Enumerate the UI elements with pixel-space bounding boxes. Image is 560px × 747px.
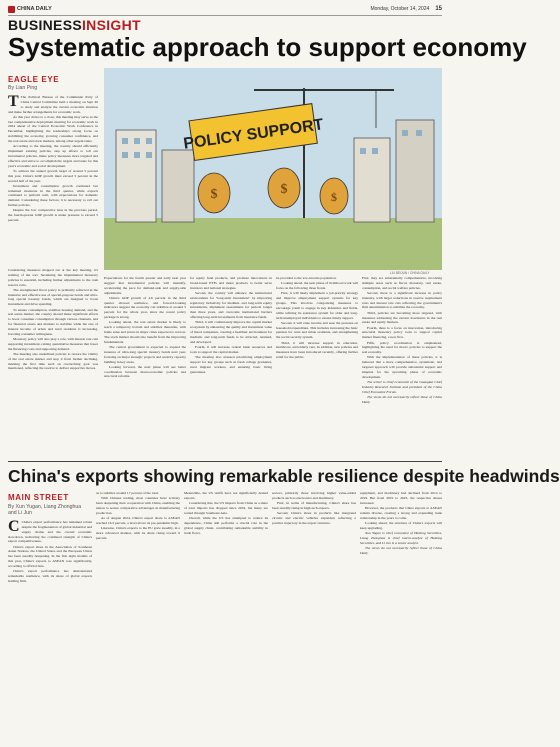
article2-col1-para: C China's export performance has remained robust despite the fragmentation of global industrial and supply chains and the overall economic slowdown, indicating the continued strength of China's export competitiveness. [8,518,92,544]
article1-col4-para: The meeting also stressed prioritizing employment support for key groups such as fresh college graduates, rural migrant workers, and ensuring basic living guarantees. [190,355,272,374]
issue-date: Monday, October 14, 2024 [370,6,430,12]
article2-col3-para: Overall, while the US has attempted to reduce its dependence, China still performs a crucial role in the global supply chain, contributing remarkable stability in trade flows. [184,516,268,535]
article2-disclaimer: The views do not necessarily reflect those of China Daily. [360,545,442,555]
article1-col1-para: According to the meeting, the country should efficiently implement existing policies, step up efforts to roll out incremental policies, make policy measures more targeted and effective and strive to accomplish the targets and tasks for this year's economic and social development. [8,144,98,168]
drop-cap: T [8,93,19,110]
article2-column-2 [96,491,180,742]
article1-col5-para: First, it will likely implement a job-priority strategy and improve employment support systems for key groups. This involves categorizing measures to encourage youth to engage in key industries and fields, while refining its assistance system for older and long-term unemployed individuals to ensure timely support. [276,291,358,320]
paper-name: CHINA DAILY [17,6,52,12]
article1-col5-para: be provided to the low-income population. [276,276,337,280]
article1-col1-para: Investment and consumption growth continued but remained moderate in the third quarter, while exports continued to perform well, with expectations for domestic demand. Considering these factors, it is necessary to roll out further policies. [8,183,98,208]
article2-column-4 [272,491,356,742]
article1-col6-para: Fourth, there is a focus on innovation, introducing structural monetary policy tools to support capital market financing, a new first. [362,325,442,340]
china-daily-logo-icon [8,6,15,13]
section-title [8,17,141,33]
masthead-rule [8,15,442,16]
article1-col5-para: Looking ahead, the next phase of livelihood work will focus on the following three fronts. [276,281,358,291]
article2-column-1 [8,520,92,742]
article1-column-6 [362,276,442,458]
article1-col6-para: First, they are substantially comprehensive, involving multiple areas such as fiscal, monetary, real estate, consumption, and social welfare policies. [362,276,442,290]
article2-col4-para: First, in terms of manufacturing, China's share has been steadily rising in high-tech exports. [272,501,356,510]
article1-col4-para: Fourth, it will increase central bank resources and tools to support the capital market. [190,344,272,354]
cartoon-credit: LIU BEIJUN / CHINA DAILY [390,271,430,275]
policy-support-cartoon [104,68,442,270]
svg-text:$: $ [280,182,288,197]
article1-col6-para: Second, there is a significant increase in policy intensity, with larger reductions in reserve requirement ratio and interest rate cuts reflecting the government's firm determination to stabilize the economy. [362,290,442,310]
china-daily-logo [8,6,52,13]
article1-col4-para: for equity fund products, and promote innovations in broad-based ETFs and index products to better serve investors and national strategies. [190,276,272,290]
article2-col5-para: Looking ahead, the structure of China's exports will keep upgrading. [360,520,442,530]
page-number: 15 [435,6,442,12]
drop-cap: C [8,518,20,535]
article1-col6-para: Third, policies are becoming more targeted, with measures addressing the current downturns in the real estate and equity markets. [362,310,442,325]
article1-column-4 [190,276,272,458]
article2-col2-para: With Chinese trading, most countries have actively been deepening their cooperation with China, enabling the nation to secure comparative advantages in manufacturing production. [96,496,180,515]
article1-column-name: EAGLE EYE [8,75,60,84]
article1-author-bio: The writer is chief economist of the Guangkai Chief Industry Research Institute and president of the China Chief Economist Forum. [362,380,442,394]
article2-col1-para: China's export share in the Association of Southeast Asian Nations, the United States and the European Union has been steadily deepening. In the first eight months of this year, China's exports to ASEAN rose significantly, according to official data. [8,544,92,568]
article1-col2-para: To ensure consumption, stabilize housing demand, and the real estate market, the country should make significant efforts to boost consumer consumption through various channels, and for financial assets and markets to stabilize while the rate of interest income of urban and rural residents is increasing, boosting consumer willingness. [8,307,98,336]
article2-column-5 [360,491,442,742]
article2-col2-para: As of August 2024, China's export share to ASEAN reached 16.5 percent, a level above its pre-pandemic high. [96,516,180,525]
section-title-insight: INSIGHT [81,17,141,33]
article2-col4-para: sectors, primarily those involving higher value-added products such as electronics and machinery. [272,491,356,500]
article1-col3-para: Looking ahead, the real estate market is likely to reach a temporary bottom and stabilize thereafter, with home sales and prices in major cities expected to narrow. The stock market should also benefit from the improving fundamentals. [104,320,186,344]
section-title-business: BUSINESS [8,17,82,33]
article1-disclaimer: The views do not necessarily reflect those of China Daily. [362,394,442,404]
cartoon-illustration [104,68,442,270]
article1-col2-para: Monetary policy will also play a role, with interest rate cuts supporting investment, raising quantitative measures that lower the financing costs and supporting demand. [8,336,98,351]
article1-col2-para: The strengthened fiscal policy is primarily reflected in the intensive and effective use of special-purpose bonds and ultra-long special treasury bonds, which are designed to boost investment and drive spending. [8,287,98,307]
article2-col2-para: Likewise, China's exports to the EU grew steadily, in a more advanced manner, with its share rising toward 6 percent. [96,526,180,540]
article2-col5-para: equipment, and machinery had declined from 2014 to 2019. But from 2019 to 2023, the respective shares increased. [360,491,442,505]
article1-col3-para: Expectations for the fourth quarter and early next year suggest that incremental policies will intensify, accelerating the pace for demand-side and supply-side adjustments. [104,276,186,295]
article1-headline: Systematic approach to support economy [8,32,527,62]
article2-column-name: MAIN STREET [8,493,69,502]
article2-headline: China's exports showing remarkable resilience despite headwinds [8,466,560,486]
article1-col4-para: Second, the country will enhance the institutional environment for "long-term investment" by improving regulatory inclusivity for medium- and long-term equity investments, implement assessments for periods longer than three years, and overcome institutional barriers affecting long-term investments from insurance funds. [190,290,272,320]
article2-col3-para: Considering this, the US imports from China as a share of total imports has dropped since 2019, but many are routed through Southeast Asia. [184,501,268,515]
article1-col6-para: Fifth, policy coordination is emphasized, highlighting the need for macro policies to support the real economy. [362,340,442,355]
article1-column-3 [104,276,186,458]
article1-column-5 [276,276,358,458]
article1-col3-para: China's GDP growth of 4.6 percent in the third quarter showed resilience, and forward-looking indicators suggest the economy can stabilize at around 5 percent for the whole year, since the recent policy package is strong. [104,295,186,320]
svg-text:$: $ [210,187,218,202]
article1-col1-para: As this year draws to a close, this meeting may serve as the last comprehensive deployment meeting for economic work in 2024 ahead of the Central Economic Work Conference in December, highlighting the leadership's strong focus on stabilizing the economy, growing consumer confidence, and the real estate and stock markets, among other urgent tasks. [8,114,98,143]
article1-col4-para: Third, it will continuously improve the capital market ecosystem by enhancing the quality and investment value of listed companies, creating a healthier environment for medium- and long-term funds to be attracted, retained, and developed. [190,320,272,344]
article1-col3-para: The central government is expected to expand the issuance of ultra-long special treasury bonds next year, focusing on major strategic projects and security capacity building in key areas. [104,344,186,364]
article1-byline: By Lian Ping [8,85,38,91]
article2-col1-para: China's export performance has demonstrated remarkable resilience, with its share of global exports holding firm. [8,569,92,583]
article2-column-3 [184,491,268,742]
article1-col2-para: The meeting also underlined policies to restore the vitality of the real estate market and stop it from further declining, marking the first time such an overarching goal was mentioned, reflecting the resolve to deliver supportive moves. [8,351,98,371]
article2-col2-para: as to stabilize around 17 percent of the total. [96,491,159,495]
article1-col2-para: Considering measures mapped out at the key meeting, it's nothing of the sort. Sustaining the implemented monetary policies is essential, including further adjustments to the cash reserve ratio. [8,268,98,287]
article2-col5-para: However, the products that China exports to ASEAN remain diverse, creating a strong and expanding trade relationship in the years to come. [360,505,442,520]
article1-col1-para: Despite the low comparative base in the previous period, the fourth-quarter GDP growth is under pressure to exceed 5 percent. [8,208,98,223]
article-divider [8,461,442,462]
svg-text:$: $ [331,190,337,204]
article1-col1-para: To achieve the annual growth target of around 5 percent this year, China's GDP growth must exceed 5 percent in the second half of the year. [8,168,98,183]
article2-col4-para: Second, China's share in products like integrated circuits and electric vehicles expanded, reflecting a positive trajectory in the export structure. [272,511,356,525]
article2-byline: By Xun Yugan, Liang Zhonghua and Li Jun [8,504,82,516]
masthead [8,3,442,15]
article1-col3-para: Looking forward, the next phase will see better coordination between macroeconomic policies and structural reforms. [104,364,186,379]
article1-col6-para: With the implementation of these policies, it is believed that a more comprehensive, systematic, and targeted approach will provide substantial support and impetus for the upcoming phase of economic development. [362,355,442,379]
article1-column-1b [8,268,98,458]
article1-col5-para: Third, it will increase support in education, healthcare, and elderly care. In addition, new policies and measures have been introduced recently, offering further relief for the public. [276,340,358,360]
article2-author-bio: Xun Yugan is chief economist of Haitong Securities, Liang Zhonghua is chief macro-analyst of Haitong Securities, and Li Jun is a senior analyst. [360,530,442,545]
article1-col5-para: Second, it will raise income and ease the pressure on household expenditure. This includes increasing the basic pension for rural and urban residents, and strengthening the social security system. [276,320,358,340]
article2-col3-para: Meanwhile, the US tariffs have not significantly dented exports. [184,491,268,500]
article1-col1-para: T The Political Bureau of the Communist Party of China Central Committee held a meeting on Sept 26 to study and analyze the current economic situation and make further arrangements for economic work. [8,93,98,114]
cartoon-sign-text: POLICY SUPPORT [182,116,325,153]
